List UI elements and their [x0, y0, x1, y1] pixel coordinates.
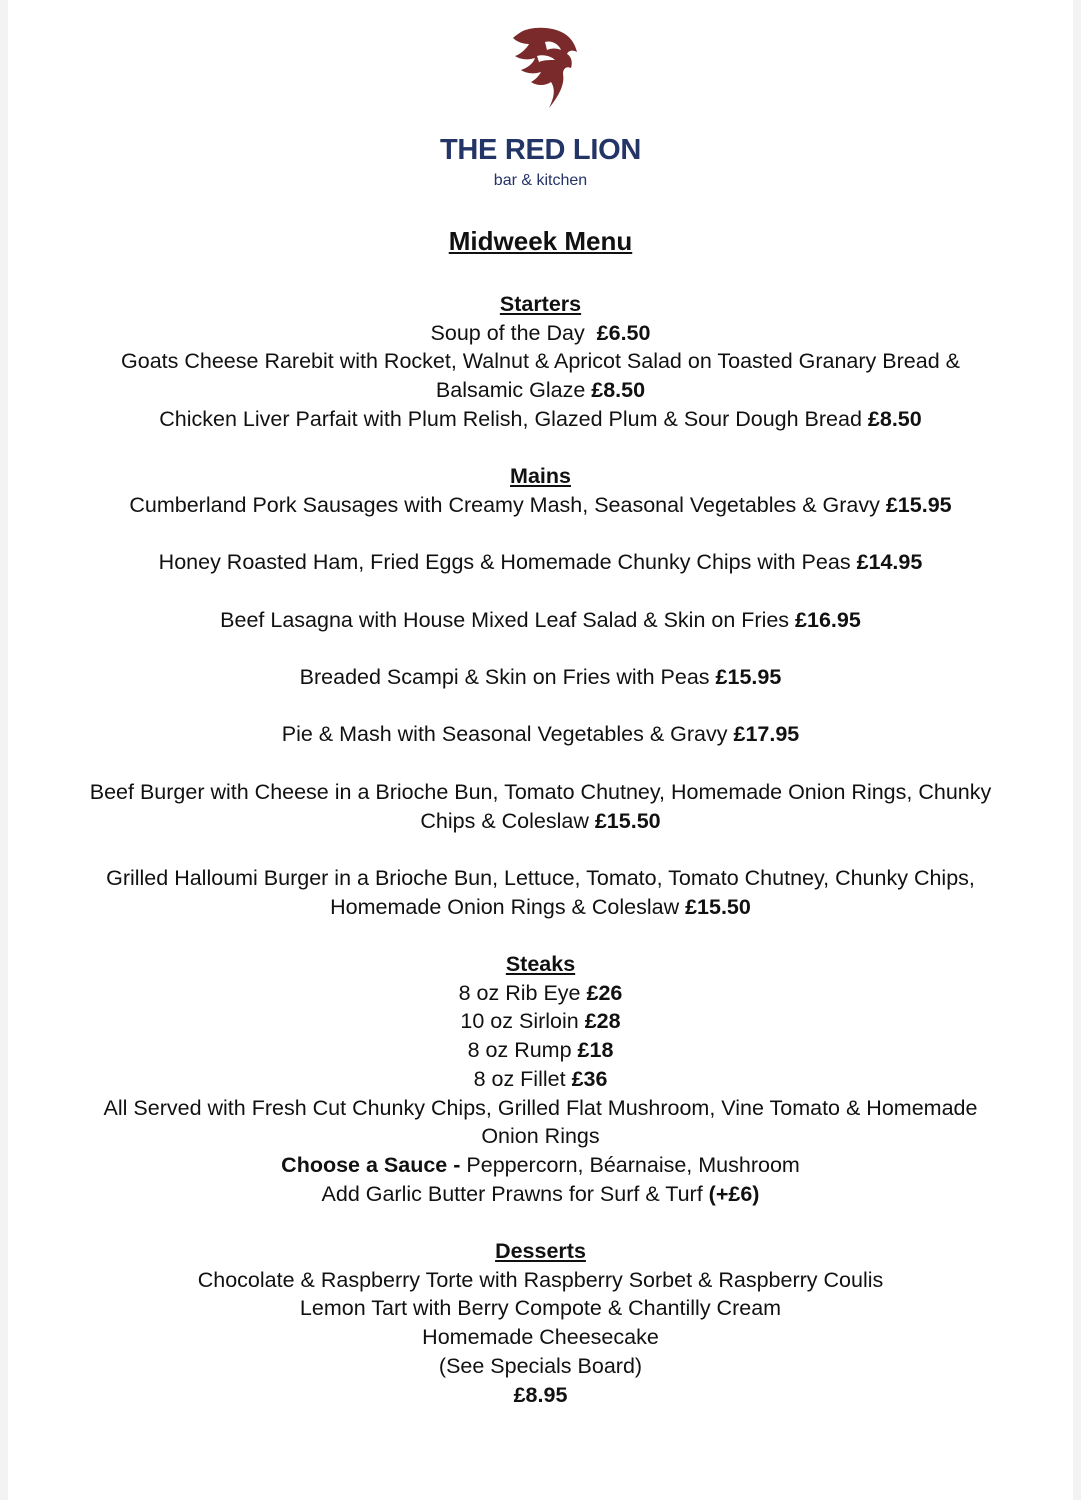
item-price: £36: [571, 1066, 608, 1091]
dessert-note: (See Specials Board): [438, 1353, 643, 1378]
item-name: 8 oz Fillet: [473, 1066, 566, 1091]
item-name: Soup of the Day: [430, 320, 585, 345]
steaks-served-with: All Served with Fresh Cut Chunky Chips, Grilled Flat Mushroom, Vine Tomato & Homemade Onion Rings: [103, 1095, 978, 1149]
menu-content: [8, 290, 1073, 1409]
steaks-heading: Steaks: [505, 952, 576, 977]
dessert-item: Homemade Cheesecake: [422, 1325, 659, 1350]
desserts-heading: Desserts: [495, 1239, 586, 1264]
steak-item: [8, 979, 1073, 1008]
item-price: £26: [586, 980, 623, 1005]
menu-page: [8, 0, 1073, 1500]
logo: [8, 26, 1073, 118]
item-price: £15.95: [885, 492, 952, 517]
item-price: £8.50: [867, 406, 922, 431]
sauce-options: Peppercorn, Béarnaise, Mushroom: [466, 1152, 800, 1177]
steak-item: [8, 1007, 1073, 1036]
starter-item: [8, 405, 1073, 434]
item-price: £15.95: [715, 665, 782, 690]
item-name: Beef Lasagna with House Mixed Leaf Salad & Skin on Fries: [220, 607, 790, 632]
main-item: [76, 778, 1006, 835]
item-price: £6.50: [596, 320, 651, 345]
item-price: £18: [577, 1038, 614, 1063]
main-item: [8, 491, 1073, 520]
item-name: Honey Roasted Ham, Fried Eggs & Homemade Chunky Chips with Peas: [158, 550, 851, 575]
brand-tagline: bar & kitchen: [493, 172, 588, 189]
addon-price: (+£6): [708, 1181, 760, 1206]
dessert-item: Chocolate & Raspberry Torte with Raspberry Sorbet & Raspberry Coulis: [197, 1267, 884, 1292]
main-item: [76, 864, 1006, 921]
item-name: Goats Cheese Rarebit with Rocket, Walnut & Apricot Salad on Toasted Granary Bread & Balsamic Glaze: [121, 349, 960, 403]
main-item: [8, 663, 1073, 692]
item-name: 8 oz Rump: [467, 1038, 572, 1063]
item-price: £14.95: [856, 550, 923, 575]
main-item: [8, 606, 1073, 635]
item-name: Chicken Liver Parfait with Plum Relish, Glazed Plum & Sour Dough Bread: [159, 406, 862, 431]
starter-item: [8, 319, 1073, 348]
menu-title: Midweek Menu: [448, 226, 633, 256]
main-item: [8, 548, 1073, 577]
item-name: Grilled Halloumi Burger in a Brioche Bun, Lettuce, Tomato, Tomato Chutney, Chunky Chips, Homemade Onion Rings & Coleslaw: [106, 865, 975, 919]
item-price: £16.95: [795, 607, 861, 632]
starter-item: [76, 347, 1006, 404]
dessert-price: £8.95: [513, 1382, 568, 1407]
main-item: [8, 720, 1073, 749]
addon-text: Add Garlic Butter Prawns for Surf & Turf: [321, 1181, 703, 1206]
starters-heading: Starters: [499, 292, 582, 316]
item-name: 8 oz Rib Eye: [458, 980, 581, 1005]
steak-item: [8, 1036, 1073, 1065]
item-price: £15.50: [594, 808, 661, 833]
mains-heading: Mains: [510, 464, 571, 489]
surf-turf-line: [8, 1180, 1073, 1209]
item-name: Pie & Mash with Seasonal Vegetables & Gravy: [281, 722, 728, 747]
item-name: Breaded Scampi & Skin on Fries with Peas: [299, 665, 710, 690]
item-name: 10 oz Sirloin: [460, 1009, 579, 1034]
sauce-label: Choose a Sauce -: [281, 1152, 461, 1177]
brand-name: THE RED LION: [439, 134, 641, 166]
item-name: Beef Burger with Cheese in a Brioche Bun, Tomato Chutney, Homemade Onion Rings, Chunky Chips & Coleslaw: [89, 779, 992, 833]
sauce-line: [8, 1151, 1073, 1180]
item-price: £17.95: [733, 722, 800, 747]
item-price: £8.50: [591, 378, 646, 403]
lion-head-icon: [501, 26, 581, 118]
dessert-item: Lemon Tart with Berry Compote & Chantilly Cream: [299, 1296, 782, 1321]
item-price: £15.50: [685, 894, 751, 919]
item-price: £28: [584, 1009, 621, 1034]
item-name: Cumberland Pork Sausages with Creamy Mash, Seasonal Vegetables & Gravy: [129, 492, 880, 517]
steak-item: [8, 1065, 1073, 1094]
